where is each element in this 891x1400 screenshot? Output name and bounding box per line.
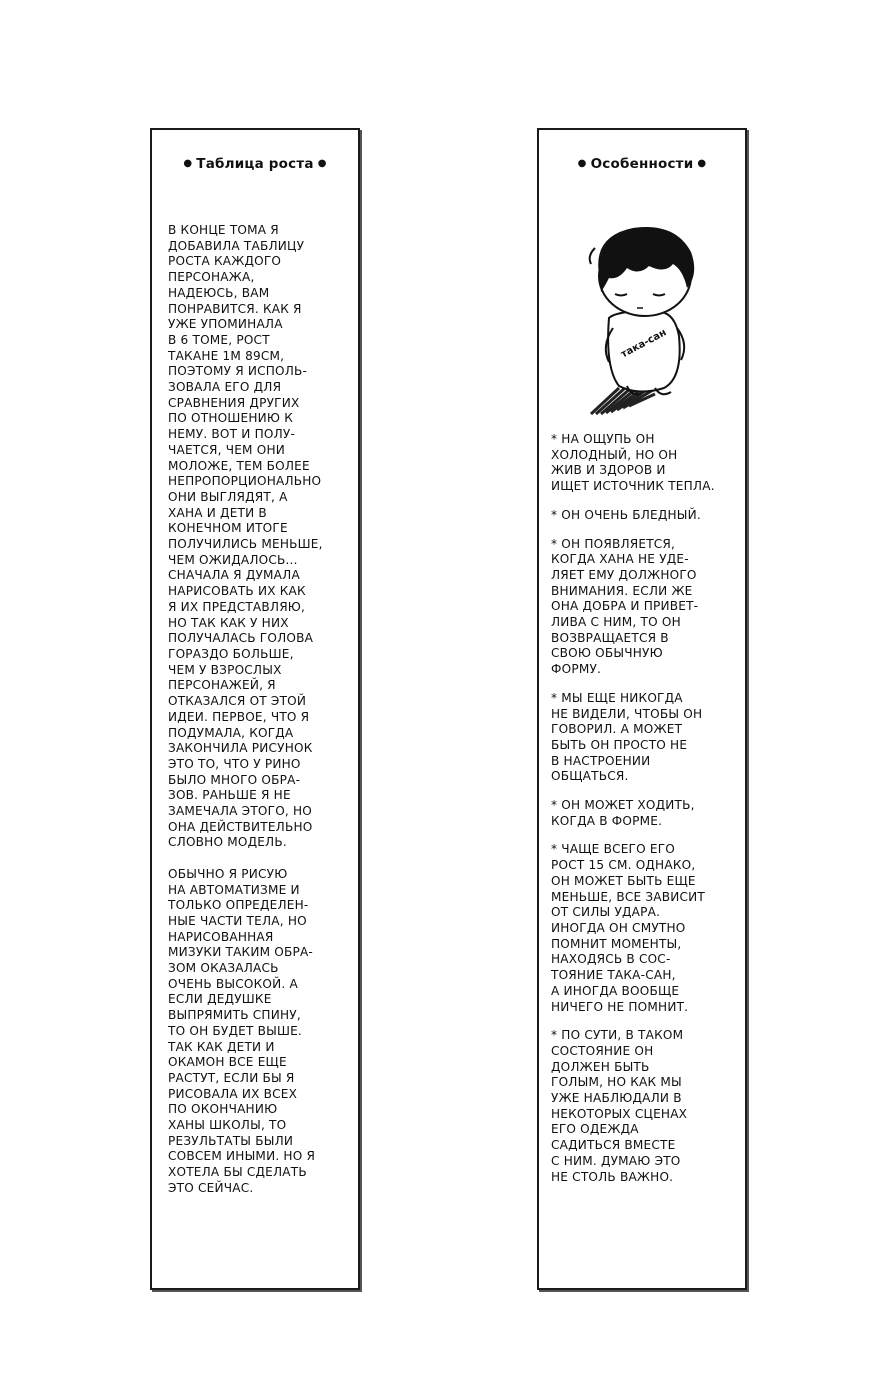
height-chart-panel: [150, 128, 360, 1290]
panel-title: ● Особенности ●: [577, 156, 707, 172]
bullet-icon: ●: [183, 158, 193, 169]
paragraph: * ПО СУТИ, В ТАКОМ СОСТОЯНИЕ ОН ДОЛЖЕН БЫТЬ ГОЛЫМ, НО КАК МЫ УЖЕ НАБЛЮДАЛИ В НЕКОТОРЫХ СЦЕНАХ ЕГО ОДЕЖДА САДИТЬСЯ ВМЕСТЕ С НИМ. ДУМАЮ ЭТО НЕ СТОЛЬ ВАЖНО.: [551, 1028, 688, 1184]
paragraph: * ОН МОЖЕТ ХОДИТЬ, КОГДА В ФОРМЕ.: [551, 798, 695, 828]
paragraph: В КОНЦЕ ТОМА Я ДОБАВИЛА ТАБЛИЦУ РОСТА КАЖДОГО ПЕРСОНАЖА, НАДЕЮСЬ, ВАМ ПОНРАВИТСЯ. КАК Я УЖЕ УПОМИНАЛА В 6 ТОМЕ, РОСТ ТАКАНЕ 1М 89СМ, ПОЭТОМУ Я ИСПОЛЬ- ЗОВАЛА ЕГО ДЛЯ СРАВНЕНИЯ ДРУГИХ ПО ОТНОШЕНИЮ К НЕМУ. ВОТ И ПОЛУ- ЧАЕТСЯ, ЧЕМ ОНИ МОЛОЖЕ, ТЕМ БОЛЕЕ НЕПРОПОРЦИОНАЛЬНО ОНИ ВЫГЛЯДЯТ, А ХАНА И ДЕТИ В КОНЕЧНОМ ИТОГЕ ПОЛУЧИЛИСЬ МЕНЬШЕ, ЧЕМ ОЖИДАЛОСЬ... СНАЧАЛА Я ДУМАЛА НАРИСОВАТЬ ИХ КАК Я ИХ ПРЕДСТАВЛЯЮ, НО ТАК КАК У НИХ ПОЛУЧАЛАСЬ ГОЛОВА ГОРАЗДО БОЛЬШЕ, ЧЕМ У ВЗРОСЛЫХ ПЕРСОНАЖЕЙ, Я ОТКАЗАЛСЯ ОТ ЭТОЙ ИДЕИ. ПЕРВОЕ, ЧТО Я ПОДУМАЛА, КОГДА ЗАКОНЧИЛА РИСУНОК ЭТО ТО, ЧТО У РИНО БЫЛО МНОГО ОБРА- ЗОВ. РАНЬШЕ Я НЕ ЗАМЕЧАЛА ЭТОГО, НО ОНА ДЕЙСТВИТЕЛЬНО СЛОВНО МОДЕЛЬ.: [168, 223, 323, 850]
bullet-icon: ●: [317, 158, 327, 169]
bullet-icon: ●: [577, 158, 587, 169]
features-panel: [537, 128, 747, 1290]
chibi-character-illustration: [579, 218, 719, 418]
paragraph: * ЧАЩЕ ВСЕГО ЕГО РОСТ 15 СМ. ОДНАКО, ОН МОЖЕТ БЫТЬ ЕЩЕ МЕНЬШЕ, ВСЕ ЗАВИСИТ ОТ СИЛЫ УДАРА. ИНОГДА ОН СМУТНО ПОМНИТ МОМЕНТЫ, НАХОДЯСЬ В СОС- ТОЯНИЕ ТАКА-САН, А ИНОГДА ВООБЩЕ НИЧЕГО НЕ ПОМНИТ.: [551, 842, 706, 1014]
bullet-icon: ●: [697, 158, 707, 169]
paragraph: ОБЫЧНО Я РИСУЮ НА АВТОМАТИЗМЕ И ТОЛЬКО ОПРЕДЕЛЕН- НЫЕ ЧАСТИ ТЕЛА, НО НАРИСОВАННАЯ МИЗУКИ ТАКИМ ОБРА- ЗОМ ОКАЗАЛАСЬ ОЧЕНЬ ВЫСОКОЙ. А ЕСЛИ ДЕДУШКЕ ВЫПРЯМИТЬ СПИНУ, ТО ОН БУДЕТ ВЫШЕ. ТАК КАК ДЕТИ И ОКАМОН ВСЕ ЕЩЕ РАСТУТ, ЕСЛИ БЫ Я РИСОВАЛА ИХ ВСЕХ ПО ОКОНЧАНИЮ ХАНЫ ШКОЛЫ, ТО РЕЗУЛЬТАТЫ БЫЛИ СОВСЕМ ИНЫМИ. НО Я ХОТЕЛА БЫ СДЕЛАТЬ ЭТО СЕЙЧАС.: [168, 866, 316, 1195]
paragraph: * МЫ ЕЩЕ НИКОГДА НЕ ВИДЕЛИ, ЧТОБЫ ОН ГОВОРИЛ. А МОЖЕТ БЫТЬ ОН ПРОСТО НЕ В НАСТРОЕНИИ ОБЩАТЬСЯ.: [551, 690, 703, 784]
shirt-text: така-сан: [619, 327, 669, 361]
paragraph: * ОН ПОЯВЛЯЕТСЯ, КОГДА ХАНА НЕ УДЕ- ЛЯЕТ ЕМУ ДОЛЖНОГО ВНИМАНИЯ. ЕСЛИ ЖЕ ОНА ДОБРА И ПРИВЕТ- ЛИВА С НИМ, ТО ОН ВОЗВРАЩАЕТСЯ В СВОЮ ОБЫЧНУЮ ФОРМУ.: [551, 536, 699, 677]
panel-body: [551, 432, 739, 1198]
paragraph: * НА ОЩУПЬ ОН ХОЛОДНЫЙ, НО ОН ЖИВ И ЗДОРОВ И ИЩЕТ ИСТОЧНИК ТЕПЛА.: [551, 432, 715, 494]
panel-body: [168, 223, 348, 1212]
panel-title: ● Таблица роста ●: [183, 156, 327, 172]
paragraph: * ОН ОЧЕНЬ БЛЕДНЫЙ.: [551, 507, 701, 522]
